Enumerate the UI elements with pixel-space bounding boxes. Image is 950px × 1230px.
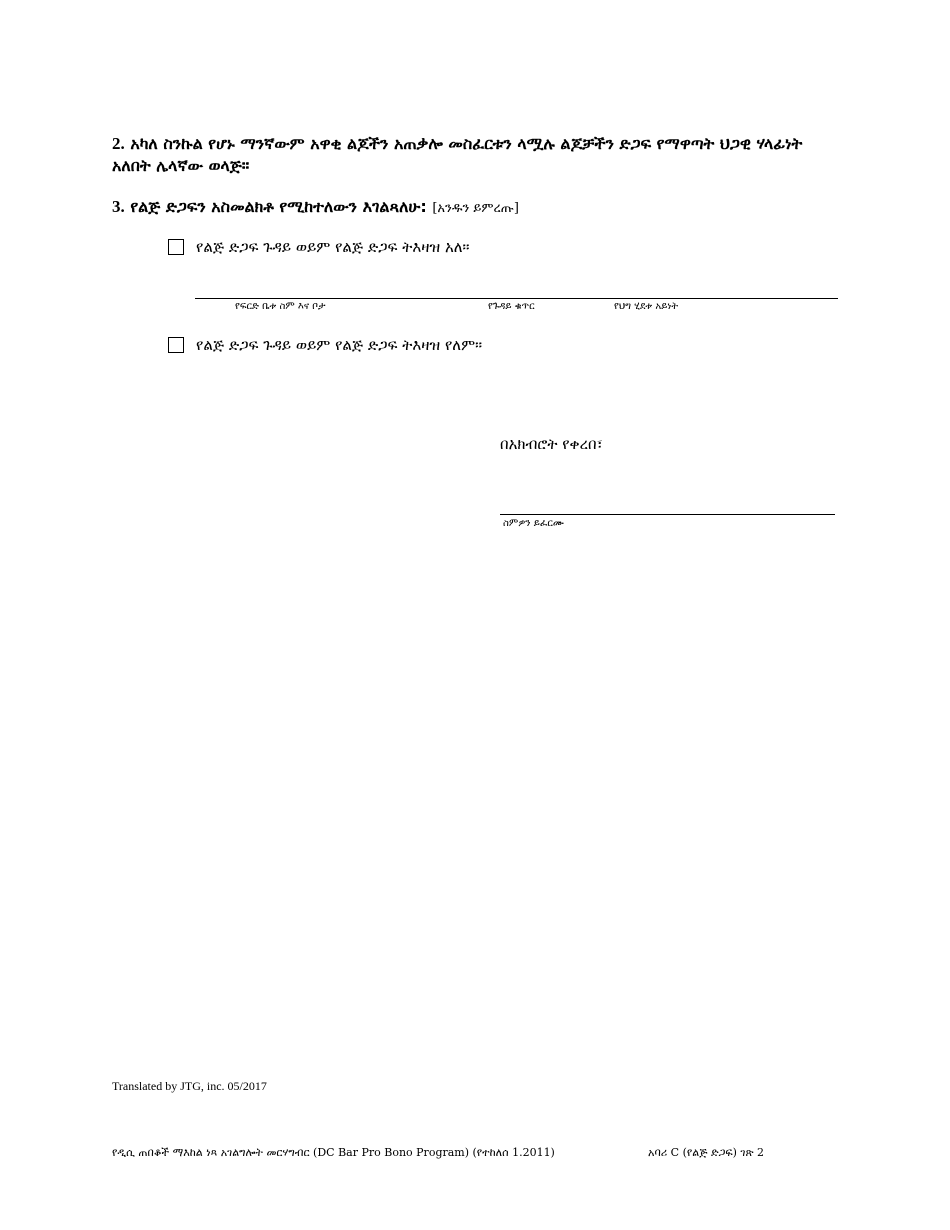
- item-2: [112, 133, 842, 177]
- footer-page-ref: አባሪ C (የልጅ ድጋፍ) ገጽ 2: [648, 1146, 764, 1159]
- item-3-number: 3.: [112, 197, 125, 216]
- translated-by: Translated by JTG, inc. 05/2017: [112, 1079, 267, 1093]
- option-no-support-order: [168, 336, 482, 354]
- footer-program: የዲሲ ጠበቆች ማእከል ነጻ አገልግሎት መርሃግብር (DC Bar Pro Bono Program) (የተከለሰ 1.2011): [112, 1146, 555, 1159]
- signature-label: ስምዎን ይፈርሙ: [503, 518, 564, 529]
- item-2-number: 2.: [112, 134, 125, 153]
- item-3-text: የልጅ ድጋፍን አስመልክቶ የሚከተለውን እገልጻለሁ:: [130, 197, 427, 216]
- item-3-instruction: [አንዱን ይምረጡ]: [432, 201, 519, 216]
- item-3: [112, 196, 842, 220]
- item-2-text: አካለ ስንኩል የሆኑ ማንኛውም አዋቂ ልጆችን አጠቃሎ መስፈርቱን ላሟሉ ልጆቻችን ድጋፍ የማዋጣት ህጋዊ ሃላፊነት አለበት ሌላኛው ወላጅ።: [112, 134, 803, 175]
- proceeding-type-label: የህግ ሂደቱ አይነት: [614, 301, 679, 312]
- option-label-exists: የልጅ ድጋፍ ጉዳይ ወይም የልጅ ድጋፍ ትእዛዝ አለ።: [196, 238, 470, 256]
- closing-respectfully-submitted: በአክብሮት የቀረበ፣: [500, 435, 603, 453]
- court-name-location-label: የፍርድ ቤቱ ስም እና ቦታ: [235, 301, 326, 312]
- checkbox-support-order-exists[interactable]: [168, 239, 184, 255]
- case-info-line[interactable]: [195, 298, 838, 299]
- case-number-label: የጉዳይ ቁጥር: [488, 301, 535, 312]
- option-support-order-exists: [168, 238, 470, 256]
- option-label-none: የልጅ ድጋፍ ጉዳይ ወይም የልጅ ድጋፍ ትእዛዝ የለም።: [196, 336, 483, 354]
- checkbox-no-support-order[interactable]: [168, 337, 184, 353]
- signature-line[interactable]: [500, 514, 835, 515]
